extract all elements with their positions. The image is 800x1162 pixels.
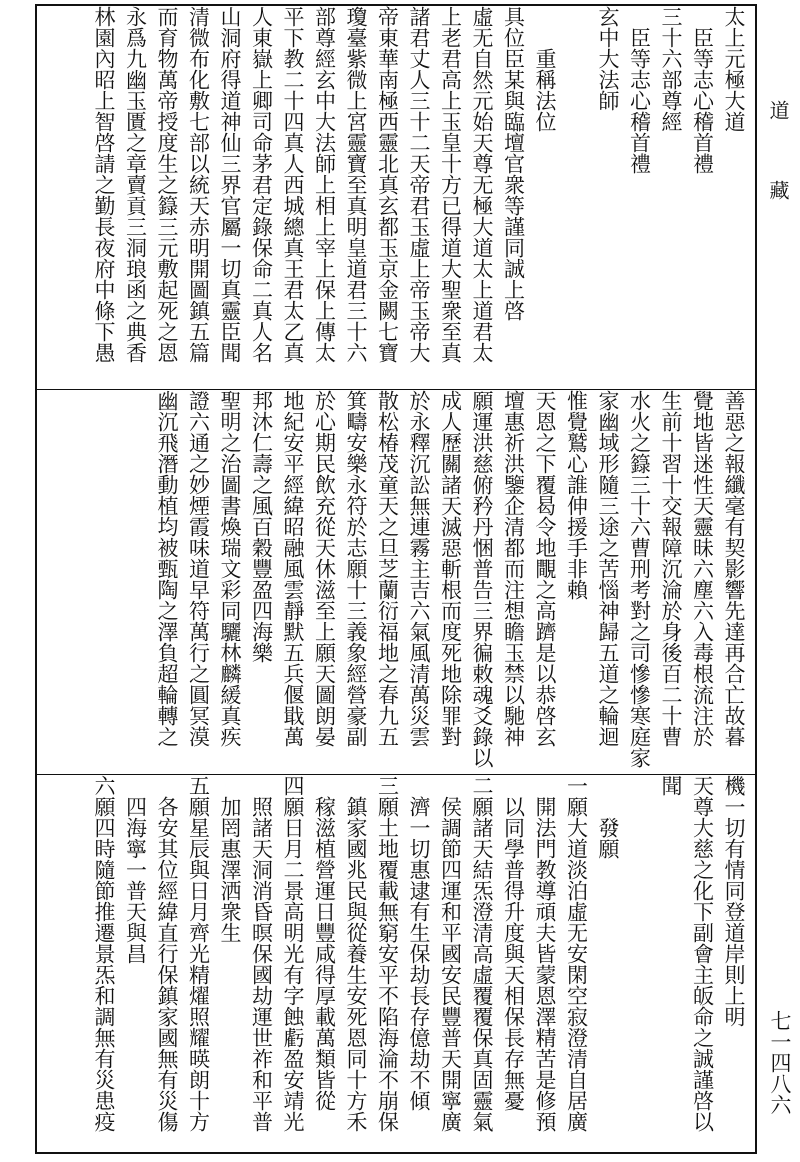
text-column: 善惡之報纖毫有契影響先達再合亡故暮 bbox=[722, 390, 746, 747]
text-column: 重稱法位 bbox=[533, 6, 557, 132]
text-column: 四海寧一普天與昌 bbox=[123, 775, 148, 964]
text-column: 山洞府得道神仙三界官屬一切真靈臣聞 bbox=[218, 6, 242, 363]
text-column: 證六通之妙煙霞味道早符萬行之圓冥漠 bbox=[186, 390, 211, 747]
page-number-margin: 七一四八六 bbox=[768, 1010, 792, 1115]
text-column: 虛无自然元始天尊无極大道太上道君太 bbox=[470, 6, 494, 363]
text-column: 五願星辰與日月齊光精燿照耀暎朗十方 bbox=[186, 775, 211, 1132]
text-column: 於心期民飲充從天休滋至上願天圖朗晏 bbox=[312, 390, 337, 747]
register-bottom bbox=[37, 775, 755, 1152]
text-column bbox=[560, 6, 592, 389]
text-column: 具位臣某與臨壇官衆等謹同誠上啓 bbox=[501, 6, 526, 321]
register-top bbox=[37, 6, 755, 389]
text-column: 箕疇安樂永符於志願十三義象經營豪副 bbox=[344, 390, 368, 747]
text-column: 天尊大慈之化下副會主皈命之誠謹啓以 bbox=[690, 775, 715, 1132]
text-column: 而育物萬帝授度生之籙三元敷起死之恩 bbox=[155, 6, 179, 363]
text-column: 家幽域形隨三途之苦惱神歸五道之輪迴 bbox=[596, 390, 620, 747]
text-column: 水火之籙三十六曹刑考對之司慘慘寒庭家 bbox=[627, 390, 652, 768]
collection-margin: 藏 bbox=[766, 180, 790, 200]
text-column: 平下教二十四真人西城總真王君太乙真 bbox=[281, 6, 305, 363]
text-column: 幽沉飛潛動植均被甄陶之澤負超輪轉之 bbox=[155, 390, 179, 747]
text-column: 帝東華南極西靈北真玄都玉京金闕七寶 bbox=[375, 6, 400, 363]
text-column: 聞 bbox=[659, 775, 683, 796]
text-column: 清微布化敷七部以統天赤明開圖鎮五篇 bbox=[186, 6, 211, 363]
text-column: 部尊經玄中大法師上相上宰上保上傳太 bbox=[312, 6, 337, 363]
text-column: 林園內昭上智啓請之勤長夜府中條下愚 bbox=[92, 6, 116, 363]
text-column: 臣等志心稽首禮 bbox=[690, 6, 715, 174]
text-column: 各安其位經緯直行保鎮家國無有災傷 bbox=[155, 775, 179, 1132]
text-column bbox=[623, 775, 655, 1152]
text-column: 以同學普得升度與天相保長存無憂 bbox=[501, 775, 526, 1111]
text-column: 發願 bbox=[596, 775, 620, 859]
text-column: 地紀安平經緯昭融風雲靜默五兵偃戢萬 bbox=[281, 390, 305, 747]
text-column: 於永釋沉訟無連霧主吉六氣風清萬災雲 bbox=[407, 390, 431, 747]
text-column: 生前十習十交報障沉淪於身後百二十曹 bbox=[659, 390, 683, 747]
text-column: 上老君高上玉皇十方已得道大聖衆至真 bbox=[438, 6, 463, 363]
text-column: 願運洪慈俯矜丹悃普告三界徧敕魂爻錄以 bbox=[470, 390, 494, 768]
text-column: 散松椿茂童天之旦芝蘭衍福地之春九五 bbox=[375, 390, 400, 747]
text-column: 天恩之下覆曷令地覸之高躋是以恭啓玄 bbox=[533, 390, 557, 747]
text-column: 惟覺鷲心誰伸援手非賴 bbox=[564, 390, 589, 600]
page-frame bbox=[35, 4, 757, 1154]
text-column: 玄中大法師 bbox=[596, 6, 620, 111]
text-column: 瓊臺紫微上宮靈寶至真明皇道君三十六 bbox=[344, 6, 368, 363]
text-column: 機一切有情同登道岸則上明 bbox=[722, 775, 746, 1027]
text-column: 三十六部尊經 bbox=[659, 6, 683, 132]
text-column: 聖明之治圖書煥瑞文彩同驪林麟緩真疾 bbox=[218, 390, 242, 747]
text-column: 永爲九幽玉匱之章賣貢三洞琅函之典香 bbox=[123, 6, 148, 363]
text-column: 稼滋植營運日豐咸得厚載萬類皆從 bbox=[312, 775, 337, 1111]
register-middle bbox=[37, 390, 755, 774]
text-column: 濟一切惠逮有生保劫長存億劫不傾 bbox=[407, 775, 431, 1111]
text-column: 三願土地覆載無窮安平不陷海淪不崩保 bbox=[375, 775, 400, 1132]
text-column: 四願日月二景高明光有字蝕虧盈安靖光 bbox=[281, 775, 305, 1132]
text-column: 二願諸天結炁澄清高虛覆覆保真固靈氣 bbox=[470, 775, 494, 1132]
text-column: 照諸天洞消昏暝保國劫運世祚和平普 bbox=[249, 775, 274, 1132]
text-column: 臣等志心稽首禮 bbox=[627, 6, 652, 174]
text-column: 一願大道淡泊虛无安閑空寂澄清自居廣 bbox=[564, 775, 589, 1132]
text-column: 諸君丈人三十二天帝君玉虛上帝玉帝大 bbox=[407, 6, 431, 363]
text-column: 成人歷關諸天滅惡斬根而度死地除罪對 bbox=[438, 390, 463, 747]
text-column: 侯調節四運和平國安民豐普天開寧廣 bbox=[438, 775, 463, 1132]
text-column: 六願四時隨節推遷景炁和調無有災患疫 bbox=[92, 775, 116, 1132]
book-title-margin: 道 bbox=[766, 100, 790, 120]
text-column: 邦沐仁壽之風百穀豐盈四海樂 bbox=[249, 390, 274, 663]
text-column: 人東嶽上卿司命茅君定錄保命二真人名 bbox=[249, 6, 274, 363]
text-column: 壇惠祈洪鑒企清都而注想瞻玉禁以馳神 bbox=[501, 390, 526, 747]
text-column: 太上元極大道 bbox=[722, 6, 746, 132]
text-column: 加罔惠澤洒衆生 bbox=[218, 775, 242, 943]
text-column: 開法門教導頑夫皆蒙恩澤精苦是修預 bbox=[533, 775, 557, 1132]
text-column: 鎮家國兆民與從養生安死恩同十方禾 bbox=[344, 775, 368, 1132]
text-column: 覺地皆迷性天靈昧六塵六入毒根流注於 bbox=[690, 390, 715, 747]
